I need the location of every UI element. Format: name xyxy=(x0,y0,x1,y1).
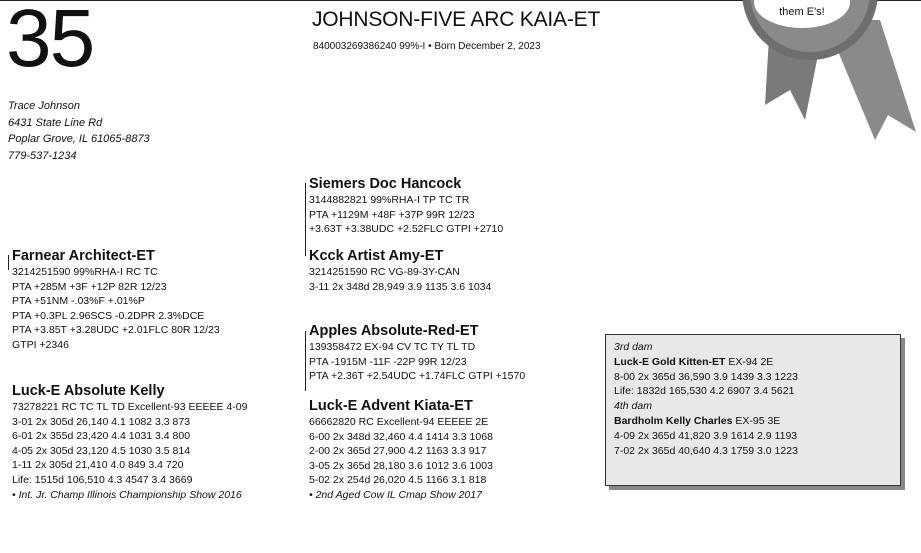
dam-line: 3-01 2x 305d 26,140 4.1 1082 3.3 873 xyxy=(12,415,191,428)
ribbon-badge-icon xyxy=(730,0,921,140)
third-dam-line: Life: 1832d 165,530 4.2 6907 3.4 5621 xyxy=(614,385,795,398)
consignor-address xyxy=(8,98,150,164)
lot-number: 35 xyxy=(6,0,94,84)
animal-details: 840003269386240 99%-I • Born December 2, 2023 xyxy=(313,41,541,52)
sire-line: PTA +3.85T +3.28UDC +2.01FLC 80R 12/23 xyxy=(12,324,220,337)
dam-sire-line: PTA +2.36T +2.54UDC +1.74FLC GTPI +1570 xyxy=(309,370,526,383)
dam-dam-line: 2-00 2x 365d 27,900 4.2 1163 3.3 917 xyxy=(309,445,487,458)
dam-dam-block xyxy=(309,398,493,503)
sire-name: Farnear Architect-ET xyxy=(12,248,155,264)
sire-dam-block xyxy=(309,248,491,294)
third-dam-class: EX-94 2E xyxy=(725,355,774,368)
fourth-dam-line: 4-09 2x 365d 41,820 3.9 1614 2.9 1193 xyxy=(614,429,798,442)
dam-block xyxy=(12,383,247,502)
dam-dam-note: • 2nd Aged Cow IL Cmap Show 2017 xyxy=(309,488,482,501)
sire-line: 3214251590 99%RHA-I RC TC xyxy=(12,266,158,278)
fourth-dam-label: 4th dam xyxy=(614,400,652,413)
sire-line: PTA +285M +3F +12P 82R 12/23 xyxy=(12,280,167,293)
dam-sire-line: 139358472 EX-94 CV TC TY TL TD xyxy=(309,341,476,353)
sire-sire-bar xyxy=(305,183,306,256)
dam-sire-name: Apples Absolute-Red-ET xyxy=(309,323,479,339)
sire-sire-line: +3.63T +3.38UDC +2.52FLC GTPI +2710 xyxy=(309,223,504,236)
dam-name: Luck-E Absolute Kelly xyxy=(12,383,165,399)
dams-box xyxy=(605,334,901,486)
consignor-street: 6431 State Line Rd xyxy=(8,116,103,129)
dam-line: 73278221 RC TC TL TD Excellent-93 EEEEE 4-09 xyxy=(12,401,248,413)
animal-name: JOHNSON-FIVE ARC KAIA-ET xyxy=(312,8,601,31)
dam-line: 1-11 2x 305d 21,410 4.0 849 3.4 720 xyxy=(12,459,184,472)
sire-bar xyxy=(8,255,9,270)
fourth-dam-line: 7-02 2x 365d 40,640 4.3 1759 3.0 1223 xyxy=(614,444,798,457)
dam-sire-line: PTA -1915M -11F -22P 99R 12/23 xyxy=(309,355,467,368)
fourth-dam-header xyxy=(614,414,892,429)
third-dam-name: Luck-E Gold Kitten-ET xyxy=(614,355,726,368)
sire-line: PTA +0.3PL 2.96SCS -0.2DPR 2.3%DCE xyxy=(12,309,205,322)
sire-dam-name: Kcck Artist Amy-ET xyxy=(309,248,444,264)
consignor-name: Trace Johnson xyxy=(8,100,80,112)
dam-dam-line: 3-05 2x 365d 28,180 3.6 1012 3.6 1003 xyxy=(309,459,493,472)
sire-sire-block xyxy=(309,176,503,237)
dam-dam-name: Luck-E Advent Kiata-ET xyxy=(309,398,473,414)
dam-dam-line: 5-02 2x 254d 26,020 4.5 1166 3.1 818 xyxy=(309,474,487,487)
dam-line: Life: 1515d 106,510 4.3 4547 3.4 3669 xyxy=(12,473,193,486)
sire-dam-line: 3214251590 RC VG-89-3Y-CAN xyxy=(309,266,460,278)
sire-dam-line: 3-11 2x 348d 28,949 3.9 1135 3.6 1034 xyxy=(309,280,492,293)
badge-text: them E's! xyxy=(779,6,825,18)
dam-note: • Int. Jr. Champ Illinois Championship Show 2016 xyxy=(12,488,242,501)
dam-line: 6-01 2x 355d 23,420 4.4 1031 3.4 800 xyxy=(12,430,191,443)
fourth-dam-name: Bardholm Kelly Charles xyxy=(614,414,733,427)
dam-sire-block xyxy=(309,323,525,384)
third-dam-header xyxy=(614,355,892,370)
third-dam-label: 3rd dam xyxy=(614,341,653,353)
dam-sire-bar xyxy=(305,331,306,391)
consignor-city: Poplar Grove, IL 61065-8873 xyxy=(8,133,150,145)
fourth-dam-class: EX-95 3E xyxy=(732,414,781,427)
sire-line: GTPI +2346 xyxy=(12,338,69,351)
dam-dam-line: 6-00 2x 348d 32,460 4.4 1414 3.3 1068 xyxy=(309,430,493,443)
sire-line: PTA +51NM -.03%F +.01%P xyxy=(12,295,145,308)
consignor-phone: 779-537-1234 xyxy=(8,149,77,162)
third-dam-line: 8-00 2x 365d 36,590 3.9 1439 3.3 1223 xyxy=(614,370,798,383)
sire-sire-line: PTA +1129M +48F +37P 99R 12/23 xyxy=(309,208,475,221)
dam-dam-line: 66662820 RC Excellent-94 EEEEE 2E xyxy=(309,416,489,428)
sire-sire-line: 3144882821 99%RHA-I TP TC TR xyxy=(309,194,470,206)
sire-sire-name: Siemers Doc Hancock xyxy=(309,176,462,192)
sire-block xyxy=(12,248,220,353)
dam-line: 4-05 2x 305d 23,120 4.5 1030 3.5 814 xyxy=(12,444,191,457)
